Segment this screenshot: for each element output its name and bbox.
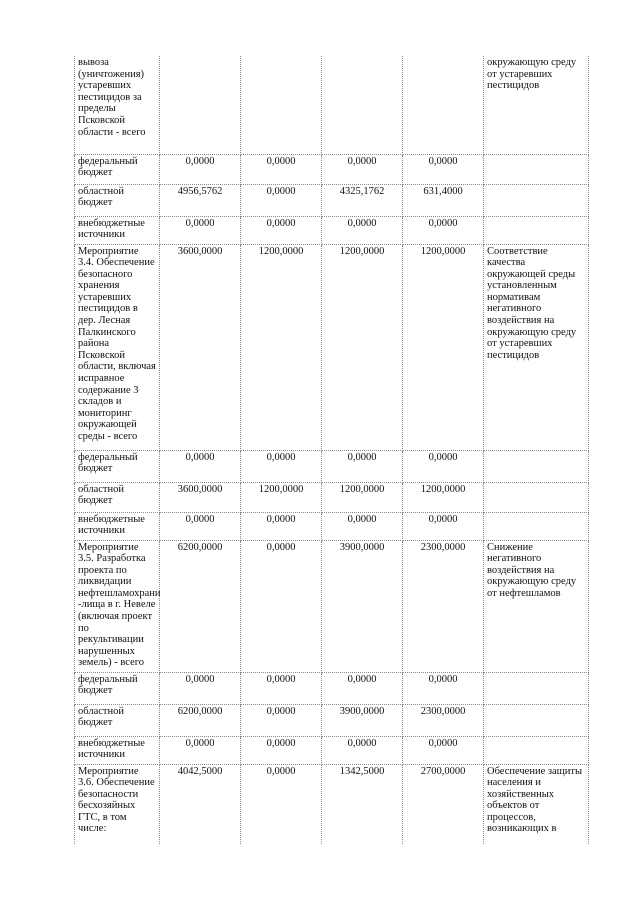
row-label: областной бюджет bbox=[75, 184, 160, 216]
result-cell bbox=[484, 512, 589, 540]
total-cell: 0,0000 bbox=[160, 216, 241, 244]
year3-cell: 2300,0000 bbox=[403, 704, 484, 736]
total-cell: 0,0000 bbox=[160, 154, 241, 184]
result-cell: Обеспечение защиты населения и хозяйственных объектов от процессов, возникающих в bbox=[484, 764, 589, 844]
year2-cell: 0,0000 bbox=[322, 736, 403, 764]
table-row bbox=[75, 540, 589, 672]
year3-cell: 0,0000 bbox=[403, 154, 484, 184]
total-cell: 6200,0000 bbox=[160, 704, 241, 736]
row-label: внебюджетные источники bbox=[75, 512, 160, 540]
row-label: внебюджетные источники bbox=[75, 736, 160, 764]
year3-cell: 0,0000 bbox=[403, 736, 484, 764]
total-cell: 4042,5000 bbox=[160, 764, 241, 844]
result-cell bbox=[484, 704, 589, 736]
total-cell: 3600,0000 bbox=[160, 482, 241, 512]
result-cell: Соответствие качества окружающей среды установленным нормативам негативного воздействия на окружающую среду от устаревших пестицидов bbox=[484, 244, 589, 450]
year1-cell: 1200,0000 bbox=[241, 482, 322, 512]
year1-cell: 0,0000 bbox=[241, 764, 322, 844]
table-row bbox=[75, 672, 589, 704]
row-label: областной бюджет bbox=[75, 704, 160, 736]
row-label: внебюджетные источники bbox=[75, 216, 160, 244]
year2-cell: 3900,0000 bbox=[322, 540, 403, 672]
row-label: федеральный бюджет bbox=[75, 154, 160, 184]
year1-cell: 0,0000 bbox=[241, 154, 322, 184]
total-cell: 0,0000 bbox=[160, 672, 241, 704]
row-label: федеральный бюджет bbox=[75, 672, 160, 704]
row-label: Мероприятие 3.4. Обеспечение безопасного хранения устаревших пестицидов в дер. Лесная Палкинского района Псковской области, включая исправное содержание 3 складов и мониторинг окружающей среды - всего bbox=[75, 244, 160, 450]
year3-cell: 0,0000 bbox=[403, 512, 484, 540]
table-row bbox=[75, 56, 589, 154]
year2-cell: 0,0000 bbox=[322, 450, 403, 482]
year3-cell: 1200,0000 bbox=[403, 244, 484, 450]
year3-cell: 0,0000 bbox=[403, 672, 484, 704]
year2-cell: 0,0000 bbox=[322, 216, 403, 244]
year3-cell: 0,0000 bbox=[403, 450, 484, 482]
year3-cell: 1200,0000 bbox=[403, 482, 484, 512]
year2-cell: 1200,0000 bbox=[322, 482, 403, 512]
year2-cell: 0,0000 bbox=[322, 154, 403, 184]
result-cell bbox=[484, 184, 589, 216]
table-row bbox=[75, 512, 589, 540]
table-row bbox=[75, 482, 589, 512]
total-cell: 4956,5762 bbox=[160, 184, 241, 216]
budget-table-body bbox=[75, 56, 589, 844]
total-cell: 3600,0000 bbox=[160, 244, 241, 450]
year2-cell: 1200,0000 bbox=[322, 244, 403, 450]
table-row bbox=[75, 704, 589, 736]
year3-cell: 631,4000 bbox=[403, 184, 484, 216]
year2-cell: 0,0000 bbox=[322, 672, 403, 704]
year1-cell: 0,0000 bbox=[241, 216, 322, 244]
result-cell bbox=[484, 450, 589, 482]
total-cell: 0,0000 bbox=[160, 512, 241, 540]
total-cell: 6200,0000 bbox=[160, 540, 241, 672]
year1-cell: 0,0000 bbox=[241, 450, 322, 482]
table-row bbox=[75, 450, 589, 482]
result-cell bbox=[484, 672, 589, 704]
year2-cell: 3900,0000 bbox=[322, 704, 403, 736]
year1-cell: 0,0000 bbox=[241, 672, 322, 704]
year1-cell: 0,0000 bbox=[241, 512, 322, 540]
table-row bbox=[75, 216, 589, 244]
table-row bbox=[75, 764, 589, 844]
year2-cell bbox=[322, 56, 403, 154]
result-cell: окружающую среду от устаревших пестицидов bbox=[484, 56, 589, 154]
year1-cell: 0,0000 bbox=[241, 736, 322, 764]
row-label: федеральный бюджет bbox=[75, 450, 160, 482]
table-row bbox=[75, 736, 589, 764]
result-cell bbox=[484, 154, 589, 184]
row-label: вывоза (уничтожения) устаревших пестицидов за пределы Псковской области - всего bbox=[75, 56, 160, 154]
result-cell: Снижение негативного воздействия на окружающую среду от нефтешламов bbox=[484, 540, 589, 672]
budget-table bbox=[74, 56, 589, 844]
year1-cell: 1200,0000 bbox=[241, 244, 322, 450]
result-cell bbox=[484, 736, 589, 764]
row-label: Мероприятие 3.6. Обеспечение безопасности бесхозяйных ГТС, в том числе: bbox=[75, 764, 160, 844]
year3-cell: 2300,0000 bbox=[403, 540, 484, 672]
year2-cell: 4325,1762 bbox=[322, 184, 403, 216]
table-row bbox=[75, 244, 589, 450]
table-row bbox=[75, 154, 589, 184]
year1-cell bbox=[241, 56, 322, 154]
total-cell: 0,0000 bbox=[160, 450, 241, 482]
row-label: областной бюджет bbox=[75, 482, 160, 512]
year2-cell: 1342,5000 bbox=[322, 764, 403, 844]
total-cell bbox=[160, 56, 241, 154]
total-cell: 0,0000 bbox=[160, 736, 241, 764]
result-cell bbox=[484, 482, 589, 512]
table-row bbox=[75, 184, 589, 216]
year3-cell: 0,0000 bbox=[403, 216, 484, 244]
year2-cell: 0,0000 bbox=[322, 512, 403, 540]
year1-cell: 0,0000 bbox=[241, 540, 322, 672]
result-cell bbox=[484, 216, 589, 244]
year3-cell bbox=[403, 56, 484, 154]
year3-cell: 2700,0000 bbox=[403, 764, 484, 844]
year1-cell: 0,0000 bbox=[241, 184, 322, 216]
row-label: Мероприятие 3.5. Разработка проекта по ликвидации нефтешламохрани -лища в г. Невеле (включая проект по рекультивации нарушенных земель) - всего bbox=[75, 540, 160, 672]
year1-cell: 0,0000 bbox=[241, 704, 322, 736]
